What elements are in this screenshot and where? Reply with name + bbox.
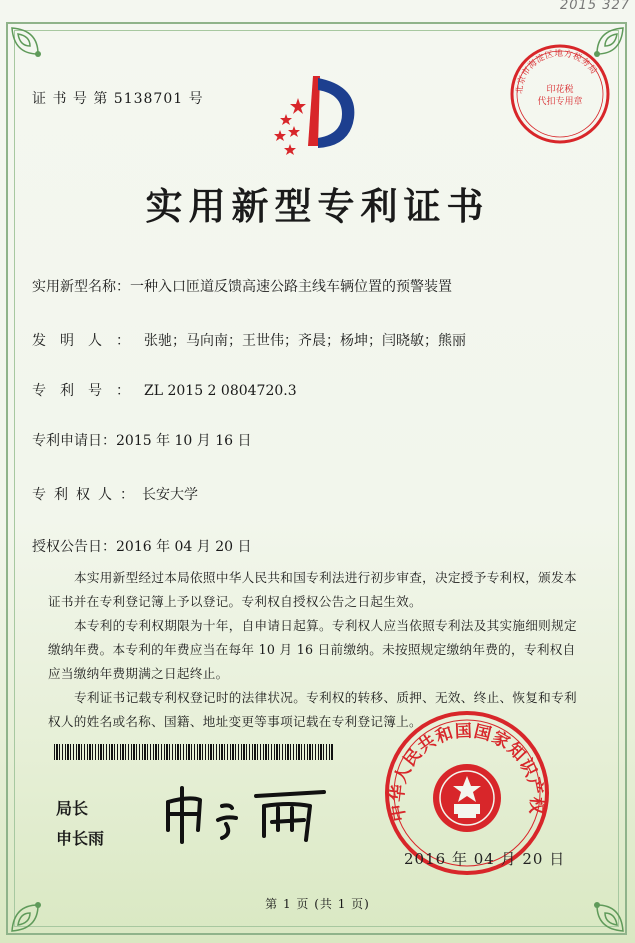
grant-date-row <box>32 536 252 556</box>
body-paragraph-1: 本实用新型经过本局依照中华人民共和国专利法进行初步审查，决定授予专利权，颁发本证书并在专利登记簿上予以登记。专利权自授权公告之日起生效。 <box>48 570 577 609</box>
page-number: 第 1 页 (共 1 页) <box>265 897 370 911</box>
patentee-row <box>32 484 198 504</box>
inventor-value: 张驰；马向南；王世伟；齐晨；杨坤；闫晓敏；熊丽 <box>144 333 466 349</box>
certificate-body <box>48 566 584 734</box>
patent-number-label: 专利号： <box>32 383 144 399</box>
utility-model-name-label: 实用新型名称： <box>32 279 130 295</box>
director-title: 局长 <box>56 799 89 818</box>
handwritten-note: 2015 327 <box>560 0 631 13</box>
grant-date-value: 2016 年 04 月 20 日 <box>116 539 252 555</box>
grant-date-label: 授权公告日： <box>32 539 116 555</box>
filing-date-label: 专利申请日： <box>32 433 116 449</box>
patent-number-value: ZL 2015 2 0804720.3 <box>144 383 297 399</box>
director-name: 申长雨 <box>56 829 105 848</box>
filing-date-value: 2015 年 10 月 16 日 <box>116 433 252 449</box>
director-signature <box>160 778 330 848</box>
inventor-label: 发明人： <box>32 333 144 349</box>
svg-text:印花税: 印花税 <box>546 85 574 95</box>
seal-date: 2016 年 04 月 20 日 <box>404 850 566 868</box>
cnipa-logo <box>258 68 368 168</box>
body-paragraph-3: 专利证书记载专利权登记时的法律状况。专利权的转移、质押、无效、终止、恢复和专利权人的姓名或名称、国籍、地址变更等事项记载在专利登记簿上。 <box>48 690 577 729</box>
body-paragraph-2: 本专利的专利权期限为十年，自申请日起算。专利权人应当依照专利法及其实施细则规定缴纳年费。本专利的年费应当在每年 10 月 16 日前缴纳。未按照规定缴纳年费的，专利权自应当缴纳年费期满之日起终止。 <box>48 618 577 681</box>
tax-seal-stamp <box>508 42 612 146</box>
svg-text:代扣专用章: 代扣专用章 <box>537 97 583 107</box>
barcode <box>54 744 334 760</box>
svg-text:中华人民共和国国家知识产权局: 中华人民共和国国家知识产权 <box>387 721 547 823</box>
document-title: 实用新型专利证书 <box>145 184 490 228</box>
certificate-number: 证 书 号 第 5138701 号 <box>32 91 204 107</box>
filing-date-row <box>32 430 252 450</box>
utility-model-name-row <box>32 276 452 296</box>
patentee-label: 专利权人： <box>32 487 142 503</box>
patent-number-row <box>32 380 297 400</box>
corner-ornament <box>8 24 68 84</box>
patentee-value: 长安大学 <box>142 487 198 503</box>
utility-model-name-value: 一种入口匝道反馈高速公路主线车辆位置的预警装置 <box>130 279 452 295</box>
inventor-row <box>32 330 466 350</box>
svg-text:北京市海淀区地方税务局: 北京市海淀区地方税务局 <box>514 48 599 95</box>
